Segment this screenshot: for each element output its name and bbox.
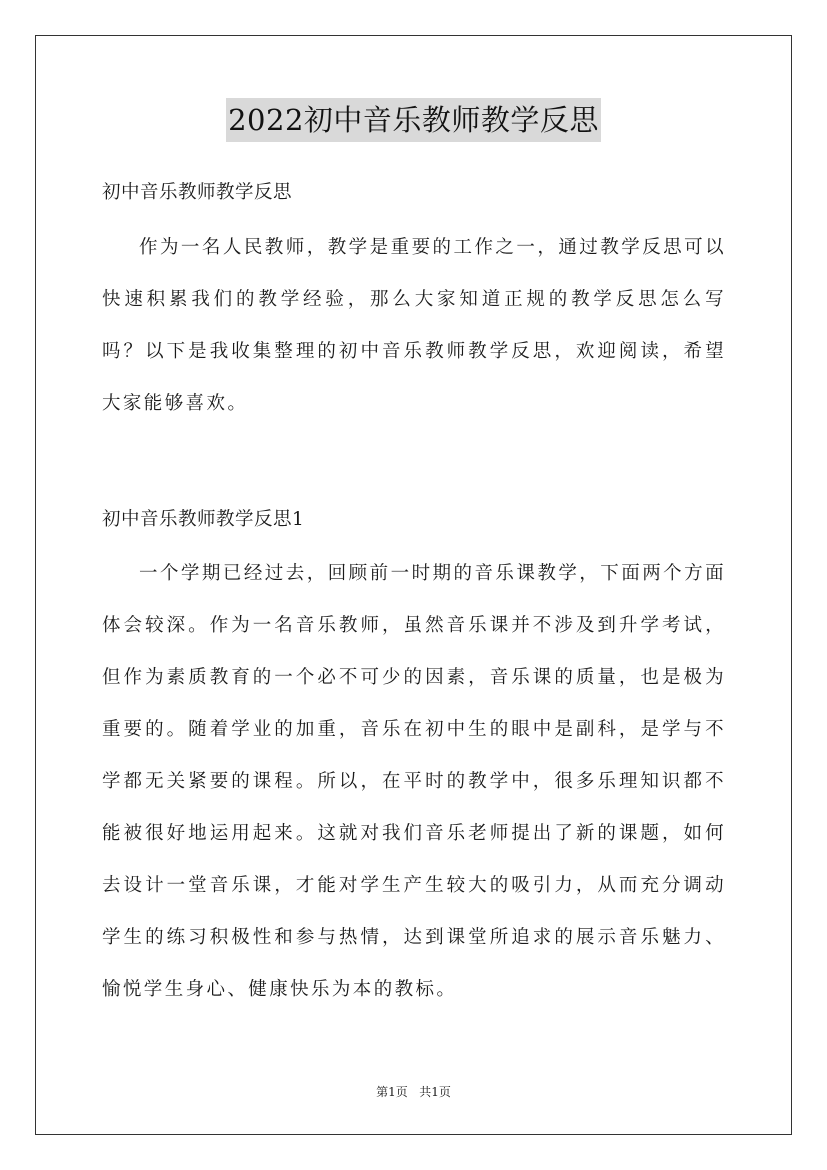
title-container xyxy=(0,98,827,142)
intro-heading: 初中音乐教师教学反思 xyxy=(102,182,293,203)
intro-paragraph: 作为一名人民教师，教学是重要的工作之一，通过教学反思可以快速积累我们的教学经验，那么大家知道正规的教学反思怎么写吗？以下是我收集整理的初中音乐教师教学反思，欢迎阅读，希望大家能够喜欢。 xyxy=(102,237,726,414)
section1-paragraph-block xyxy=(102,548,726,1016)
intro-paragraph-block xyxy=(102,222,726,430)
intro-block xyxy=(102,180,726,206)
page-footer xyxy=(0,1083,827,1100)
section1-heading: 初中音乐教师教学反思1 xyxy=(102,509,305,530)
page-number-total: 共1页 xyxy=(419,1085,451,1099)
section1-paragraph: 一个学期已经过去，回顾前一时期的音乐课教学，下面两个方面体会较深。作为一名音乐教师，虽然音乐课并不涉及到升学考试，但作为素质教育的一个必不可少的因素，音乐课的质量，也是极为重要的。随着学业的加重，音乐在初中生的眼中是副科，是学与不学都无关紧要的课程。所以，在平时的教学中，很多乐理知识都不能被很好地运用起来。这就对我们音乐老师提出了新的课题，如何去设计一堂音乐课，才能对学生产生较大的吸引力，从而充分调动学生的练习积极性和参与热情，达到课堂所追求的展示音乐魅力、愉悦学生身心、健康快乐为本的教标。 xyxy=(102,563,726,1000)
page-number-current: 第1页 xyxy=(376,1085,408,1099)
section1-heading-block xyxy=(102,507,726,533)
document-title: 2022初中音乐教师教学反思 xyxy=(226,98,601,142)
